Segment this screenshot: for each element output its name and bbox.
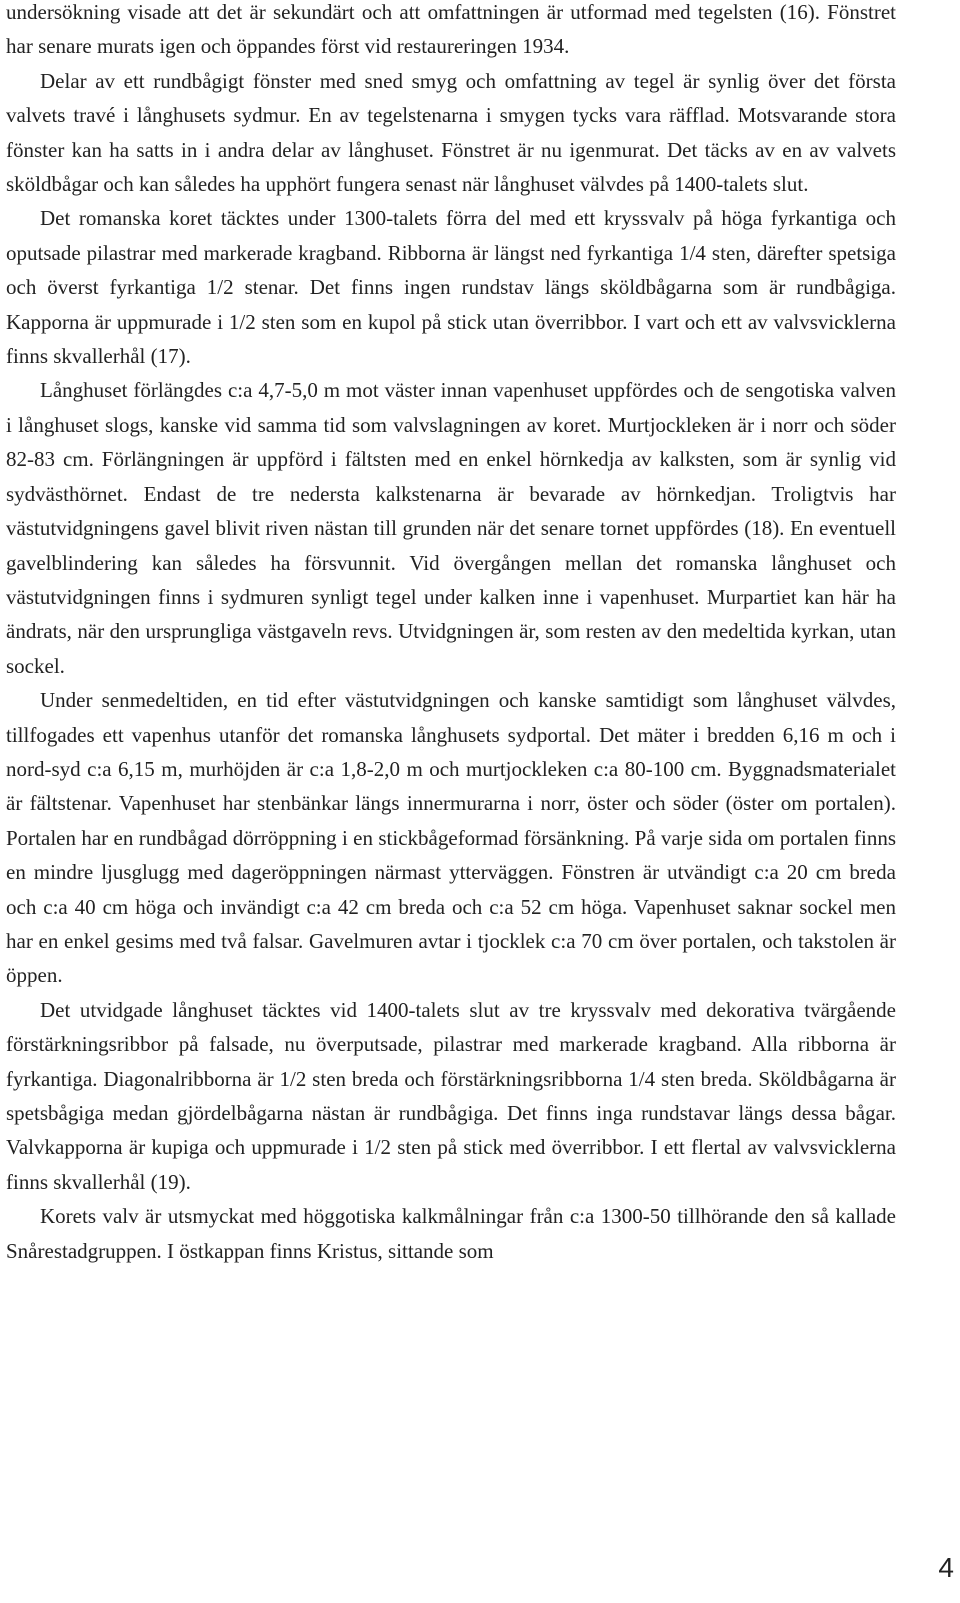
body-text	[6, 0, 896, 1268]
paragraph-1: undersökning visade att det är sekundärt och att omfattningen är utformad med tegelsten (16). Fönstret har senare murats igen och öppandes först vid restaureringen 1934.	[6, 0, 896, 59]
page-number: 4	[938, 1552, 954, 1583]
paragraph-4: Långhuset förlängdes c:a 4,7-5,0 m mot väster innan vapenhuset uppfördes och de sengotiska valven i långhuset slogs, kanske vid samma tid som valvslagningen av koret. Murtjockleken är i norr och söder 82-83 cm. Förlängningen är uppförd i fältsten med en enkel hörnkedja av kalksten, som är synlig vid sydvästhörnet. Endast de tre nedersta kalkstenarna är bevarade av hörnkedjan. Troligtvis har västutvidgningens gavel blivit riven nästan till grunden när det senare tornet uppfördes (18). En eventuell gavelblindering kan således ha försvunnit. Vid övergången mellan det romanska långhuset och västutvidgningen finns i sydmuren synligt tegel under kalken inne i vapenhuset. Murpartiet kan här ha ändrats, när den ursprungliga västgaveln revs. Utvidgningen är, som resten av den medeltida kyrkan, utan sockel.	[6, 378, 896, 678]
paragraph-2: Delar av ett rundbågigt fönster med sned smyg och omfattning av tegel är synlig över det första valvets travé i långhusets sydmur. En av tegelstenarna i smygen tycks vara räfflad. Motsvarande stora fönster kan ha satts in i andra delar av långhuset. Fönstret är nu igenmurat. Det täcks av en av valvets sköldbågar och kan således ha upphört fungera senast när långhuset välvdes på 1400-talets slut.	[6, 68, 896, 197]
paragraph-5: Under senmedeltiden, en tid efter västutvidgningen och kanske samtidigt som långhuset välvdes, tillfogades ett vapenhus utanför det romanska långhusets sydportal. Det mäter i bredden 6,16 m och i nord-syd c:a 6,15 m, murhöjden är c:a 1,8-2,0 m och murtjockleken c:a 80-100 cm. Byggnadsmaterialet är fältstenar. Vapenhuset har stenbänkar längs innermurarna i norr, öster och söder (öster om portalen). Portalen har en rundbågad dörröppning i en stickbågeformad försänkning. På varje sida om portalen finns en mindre ljusglugg med dageröppningen närmast ytterväggen. Fönstren är utvändigt c:a 20 cm breda och c:a 40 cm höga och invändigt c:a 42 cm breda och c:a 52 cm höga. Vapenhuset saknar sockel men har en enkel gesims med två falsar. Gavelmuren avtar i tjocklek c:a 70 cm över portalen, och takstolen är öppen.	[6, 688, 896, 988]
paragraph-6: Det utvidgade långhuset täcktes vid 1400-talets slut av tre kryssvalv med dekorativa tvärgående förstärkningsribbor på falsade, nu överputsade, pilastrar med markerade kragband. Alla ribborna är fyrkantiga. Diagonalribborna är 1/2 sten breda och förstärkningsribborna 1/4 sten breda. Sköldbågarna är spetsbågiga medan gjördelbågarna nästan är rundbågiga. Det finns inga rundstavar längs dessa bågar. Valvkapporna är kupiga och uppmurade i 1/2 sten på stick med överribbor. I ett flertal av valvsvicklerna finns skvallerhål (19).	[6, 997, 896, 1194]
paragraph-7: Korets valv är utsmyckat med höggotiska kalkmålningar från c:a 1300-50 tillhörande den så kallade Snårestadgruppen. I östkappan finns Kristus, sittande som	[6, 1204, 896, 1263]
paragraph-3: Det romanska koret täcktes under 1300-talets förra del med ett kryssvalv på höga fyrkantiga och oputsade pilastrar med markerade kragband. Ribborna är längst ned fyrkantiga 1/4 sten, därefter spetsiga och överst fyrkantiga 1/2 stenar. Det finns ingen rundstav längs sköldbågarna som är rundbågiga. Kapporna är uppmurade i 1/2 sten som en kupol på stick utan överribbor. I vart och ett av valvsvicklerna finns skvallerhål (17).	[6, 206, 896, 369]
